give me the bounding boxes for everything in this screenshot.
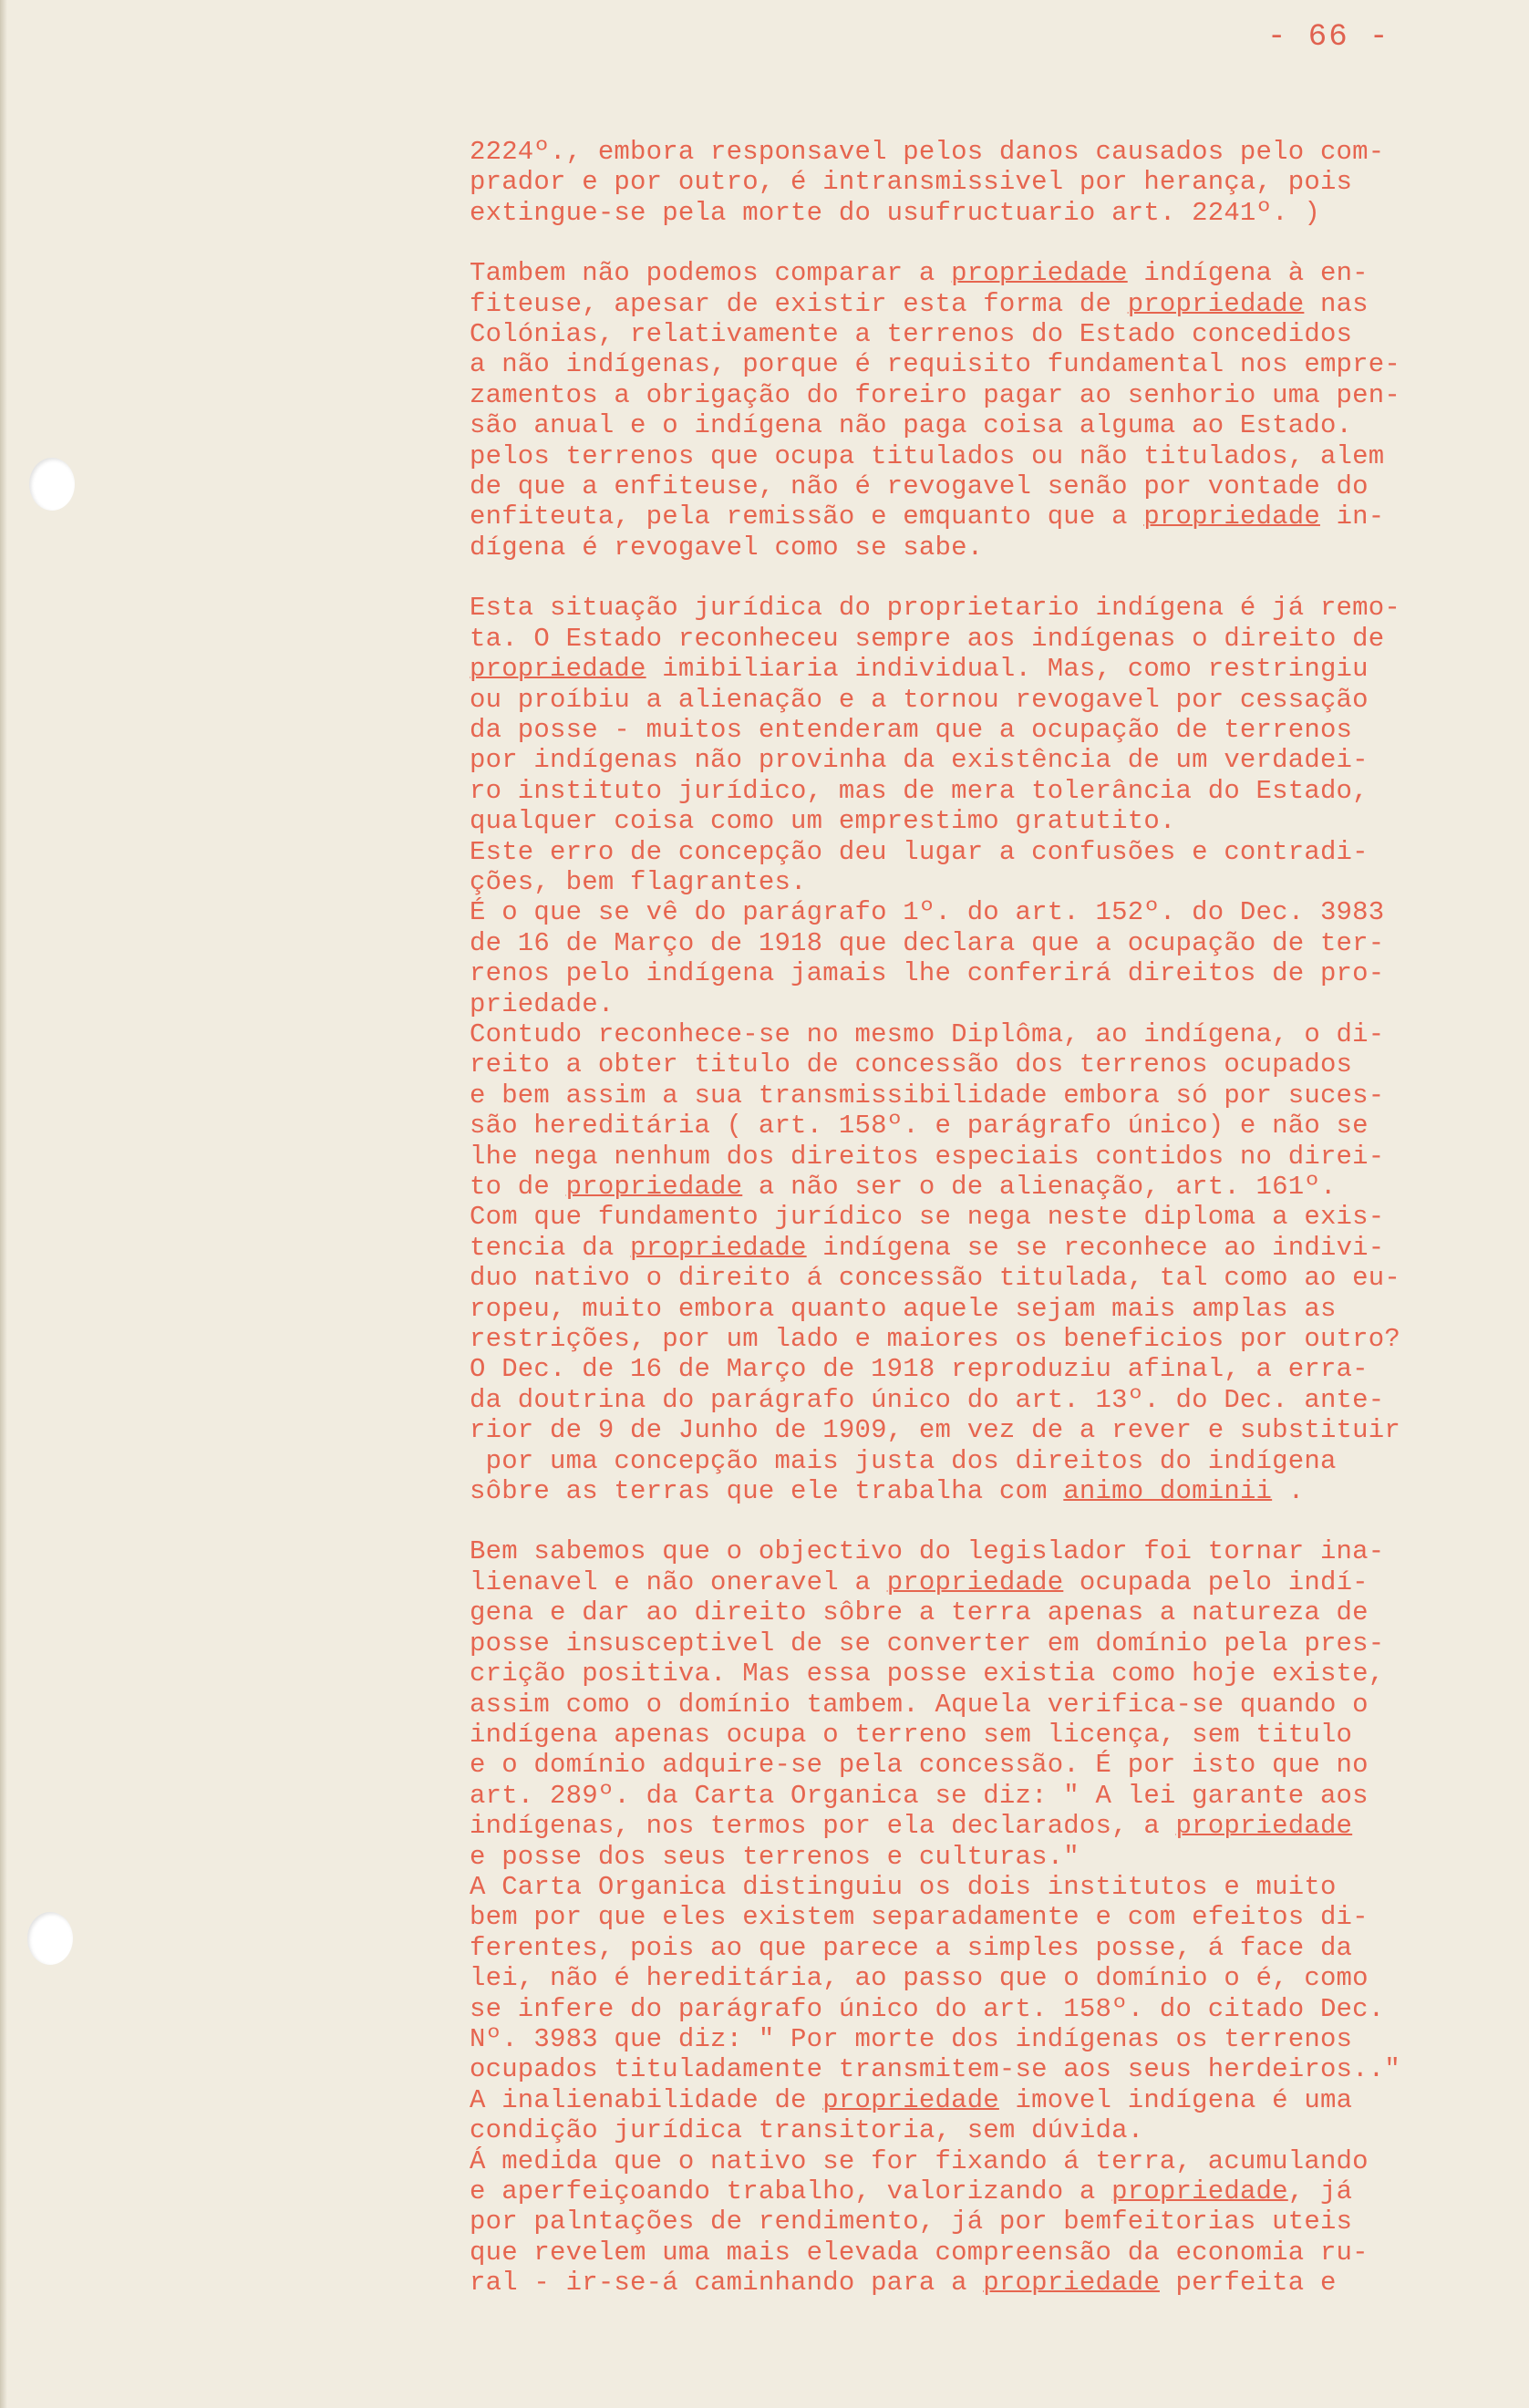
text-line: indígenas, nos termos por ela declarados, a propriedade [470, 1811, 1353, 1842]
text-line: propriedade imibiliaria individual. Mas, como restringiu [470, 654, 1369, 685]
page-edge [0, 0, 7, 2408]
text-line: lienavel e não oneravel a propriedade ocupada pelo indí- [470, 1566, 1369, 1597]
text-line: lei, não é hereditária, ao passo que o domínio o é, como [470, 1963, 1369, 1994]
text-line: 2224º., embora responsavel pelos danos causados pelo com- [470, 137, 1385, 167]
underlined-text: animo dominii [1063, 1476, 1273, 1507]
text-line: ferentes, pois ao que parece a simples posse, á face da [470, 1932, 1353, 1963]
text-line: posse insusceptivel de se converter em domínio pela pres- [470, 1628, 1385, 1659]
text-line: pelos terrenos que ocupa titulados ou não titulados, alem [470, 440, 1385, 471]
underlined-text: propriedade [1175, 1811, 1353, 1842]
underlined-text: propriedade [1143, 501, 1320, 532]
text-line: Contudo reconhece-se no mesmo Diplôma, ao indígena, o di- [470, 1018, 1385, 1049]
underlined-text: propriedade [983, 2268, 1160, 2299]
text-line: da posse - muitos entenderam que a ocupação de terrenos [470, 714, 1353, 745]
text-line: É o que se vê do parágrafo 1º. do art. 152º. do Dec. 3983 [470, 897, 1385, 928]
underlined-text: propriedade [822, 2084, 999, 2115]
punch-hole-lower [27, 1912, 73, 1965]
text-line: duo nativo o direito á concessão titulada, tal como ao eu- [470, 1263, 1400, 1294]
text-line: sôbre as terras que ele trabalha com animo dominii . [470, 1476, 1305, 1507]
text-line: O Dec. de 16 de Março de 1918 reproduziu afinal, a erra- [470, 1354, 1369, 1385]
paragraph [470, 593, 1518, 1506]
text-line: restrições, por um lado e maiores os beneficios por outro? [470, 1324, 1400, 1355]
text-line: tencia da propriedade indígena se se reconhece ao indivi- [470, 1232, 1385, 1263]
text-line: ta. O Estado reconheceu sempre aos indígenas o direito de [470, 623, 1385, 654]
text-line: to de propriedade a não ser o de alienação, art. 161º. [470, 1172, 1337, 1202]
text-line: Bem sabemos que o objectivo do legislador foi tornar ina- [470, 1536, 1385, 1567]
text-line: A Carta Organica distinguiu os dois institutos e muito [470, 1871, 1337, 1902]
text-line: ropeu, muito embora quanto aquele sejam mais amplas as [470, 1293, 1337, 1324]
text-line: indígena apenas ocupa o terreno sem licença, sem titulo [470, 1719, 1353, 1750]
text-line: ções, bem flagrantes. [470, 866, 807, 897]
text-line: Colónias, relativamente a terrenos do Estado concedidos [470, 319, 1353, 350]
text-line: zamentos a obrigação do foreiro pagar ao senhorio uma pen- [470, 379, 1400, 410]
text-line: prador e por outro, é intransmissivel por herança, pois [470, 167, 1353, 198]
underlined-text: propriedade [630, 1232, 807, 1263]
text-line: ro instituto jurídico, mas de mera tolerância do Estado, [470, 775, 1369, 806]
text-line: rior de 9 de Junho de 1909, em vez de a rever e substituir [470, 1415, 1400, 1446]
text-line: Esta situação jurídica do proprietario indígena é já remo- [470, 593, 1400, 624]
text-line: Nº. 3983 que diz: " Por morte dos indígenas os terrenos [470, 2023, 1353, 2054]
text-line: de que a enfiteuse, não é revogavel senão por vontade do [470, 471, 1369, 502]
underlined-text: propriedade [1111, 2176, 1288, 2206]
punch-hole-upper [29, 458, 75, 511]
underlined-text: propriedade [951, 258, 1128, 289]
text-line: por indígenas não provinha da existência de um verdadei- [470, 745, 1369, 776]
underlined-text: propriedade [470, 654, 646, 685]
text-line: por uma concepção mais justa dos direitos do indígena [470, 1445, 1337, 1476]
text-line: renos pelo indígena jamais lhe conferirá direitos de pro- [470, 958, 1385, 989]
text-line: da doutrina do parágrafo único do art. 13º. do Dec. ante- [470, 1384, 1385, 1415]
text-line: e posse dos seus terrenos e culturas." [470, 1841, 1080, 1872]
page-number: - 66 - [1267, 20, 1390, 55]
text-line: priedade. [470, 988, 615, 1019]
text-line: extingue-se pela morte do usufructuario art. 2241º. ) [470, 197, 1320, 228]
underlined-text: propriedade [886, 1566, 1064, 1597]
text-line: A inalienabilidade de propriedade imovel indígena é uma [470, 2084, 1353, 2115]
underlined-text: propriedade [565, 1172, 743, 1202]
text-line: ocupados tituladamente transmitem-se aos seus herdeiros.." [470, 2054, 1400, 2085]
typewritten-body [470, 137, 1518, 2299]
text-line: art. 289º. da Carta Organica se diz: " A lei garante aos [470, 1780, 1369, 1811]
text-line: enfiteuta, pela remissão e emquanto que a propriedade in- [470, 501, 1385, 532]
text-line: ou proíbiu a alienação e a tornou revogavel por cessação [470, 684, 1369, 715]
text-line: fiteuse, apesar de existir esta forma de propriedade nas [470, 288, 1369, 319]
text-line: ral - ir-se-á caminhando para a propriedade perfeita e [470, 2268, 1337, 2299]
text-line: de 16 de Março de 1918 que declara que a ocupação de ter- [470, 927, 1385, 958]
text-line: Á medida que o nativo se for fixando á terra, acumulando [470, 2145, 1369, 2176]
text-line: por palntações de rendimento, já por bemfeitorias uteis [470, 2206, 1353, 2237]
text-line: são hereditária ( art. 158º. e parágrafo único) e não se [470, 1111, 1369, 1142]
text-line: reito a obter titulo de concessão dos terrenos ocupados [470, 1049, 1353, 1080]
text-line: assim como o domínio tambem. Aquela verifica-se quando o [470, 1689, 1369, 1720]
text-line: Este erro de concepção deu lugar a confusões e contradi- [470, 836, 1369, 867]
text-line: gena e dar ao direito sôbre a terra apenas a natureza de [470, 1597, 1369, 1628]
text-line: condição jurídica transitoria, sem dúvida. [470, 2115, 1144, 2146]
text-line: dígena é revogavel como se sabe. [470, 532, 984, 563]
paragraph-gap [470, 563, 1518, 593]
paragraph [470, 137, 1518, 228]
text-line: a não indígenas, porque é requisito fundamental nos empre- [470, 349, 1400, 380]
text-line: bem por que eles existem separadamente e com efeitos di- [470, 1902, 1369, 1933]
text-line: e bem assim a sua transmissibilidade embora só por suces- [470, 1080, 1385, 1111]
text-line: e o domínio adquire-se pela concessão. É por isto que no [470, 1750, 1369, 1781]
paragraph-gap [470, 228, 1518, 258]
paragraph [470, 258, 1518, 563]
text-line: Tambem não podemos comparar a propriedade indígena à en- [470, 258, 1369, 289]
paragraph [470, 1536, 1518, 2298]
text-line: lhe nega nenhum dos direitos especiais contidos no direi- [470, 1141, 1385, 1172]
text-line: são anual e o indígena não paga coisa alguma ao Estado. [470, 410, 1353, 441]
text-line: Com que fundamento jurídico se nega neste diploma a exis- [470, 1202, 1385, 1233]
text-line: se infere do parágrafo único do art. 158º. do citado Dec. [470, 1993, 1385, 2024]
text-line: qualquer coisa como um emprestimo gratutito. [470, 806, 1176, 837]
underlined-text: propriedade [1127, 288, 1305, 319]
text-line: crição positiva. Mas essa posse existia como hoje existe, [470, 1659, 1385, 1690]
text-line: que revelem uma mais elevada compreensão da economia ru- [470, 2237, 1369, 2268]
paragraph-gap [470, 1506, 1518, 1536]
text-line: e aperfeiçoando trabalho, valorizando a propriedade, já [470, 2176, 1353, 2206]
